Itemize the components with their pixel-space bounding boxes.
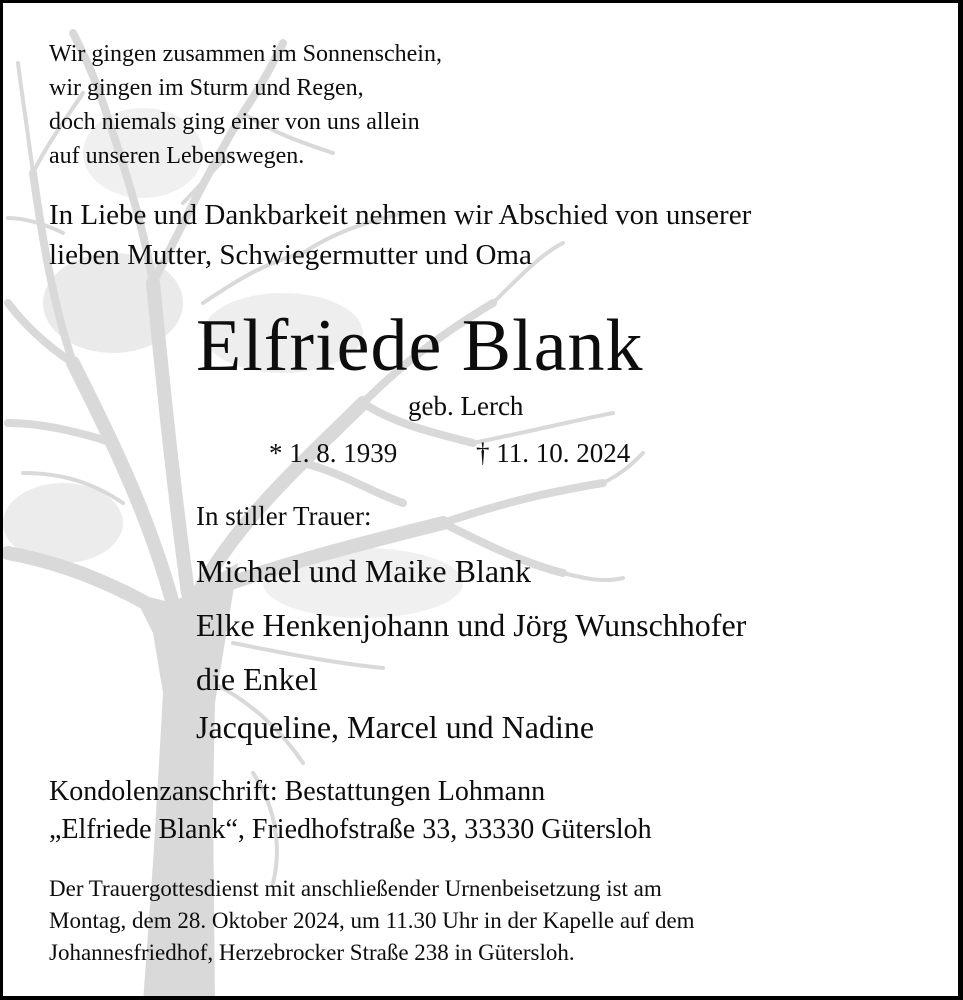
mourners-list bbox=[196, 546, 746, 756]
mourner-entry: Michael und Maike Blank bbox=[196, 553, 532, 589]
birth-date: * 1. 8. 1939 bbox=[269, 438, 398, 468]
poem-line: Wir gingen zusammen im Sonnenschein, bbox=[49, 41, 442, 67]
poem-line: wir gingen im Sturm und Regen, bbox=[49, 75, 364, 101]
death-date: † 11. 10. 2024 bbox=[476, 438, 631, 468]
intro-text bbox=[49, 195, 751, 275]
intro-line: lieben Mutter, Schwiegermutter und Oma bbox=[49, 239, 532, 271]
funeral-service-info bbox=[49, 873, 695, 969]
condolence-line: Kondolenzanschrift: Bestattungen Lohmann bbox=[49, 776, 546, 807]
deceased-name: Elfriede Blank bbox=[196, 305, 644, 387]
poem-line: auf unseren Lebenswegen. bbox=[49, 143, 305, 169]
mourner-entry: die Enkel bbox=[196, 661, 318, 697]
service-line: Montag, dem 28. Oktober 2024, um 11.30 Uhr in der Kapelle auf dem bbox=[49, 908, 695, 933]
mourner-entry: Elke Henkenjohann und Jörg Wunschhofer bbox=[196, 607, 747, 643]
maiden-name: geb. Lerch bbox=[408, 391, 524, 421]
mourning-label: In stiller Trauer: bbox=[196, 501, 372, 531]
intro-line: In Liebe und Dankbarkeit nehmen wir Abschied von unserer bbox=[49, 199, 752, 231]
condolence-line: „Elfriede Blank“, Friedhofstraße 33, 33330 Gütersloh bbox=[49, 814, 652, 845]
mourner-entry: Jacqueline, Marcel und Nadine bbox=[196, 709, 595, 745]
condolence-address bbox=[49, 773, 652, 849]
service-line: Der Trauergottesdienst mit anschließender Urnenbeisetzung ist am bbox=[49, 876, 662, 901]
poem bbox=[49, 37, 442, 173]
life-dates bbox=[269, 433, 630, 473]
service-line: Johannesfriedhof, Herzebrocker Straße 238 in Gütersloh. bbox=[49, 940, 575, 965]
poem-line: doch niemals ging einer von uns allein bbox=[49, 109, 420, 135]
